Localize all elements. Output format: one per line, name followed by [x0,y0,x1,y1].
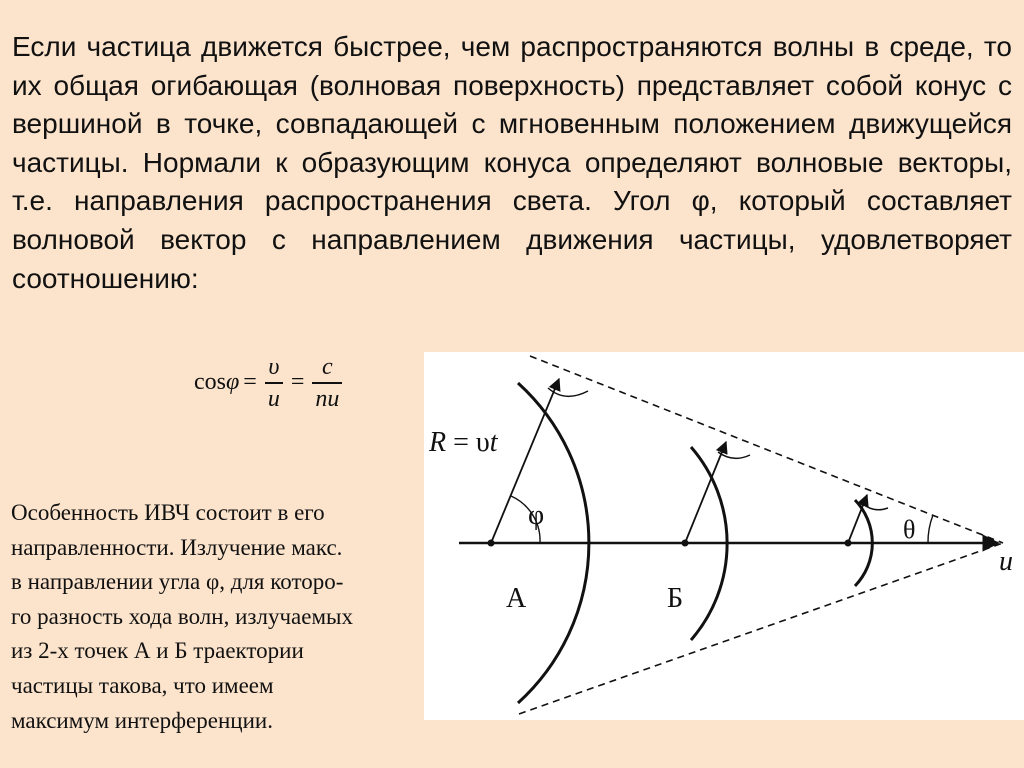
cos-phi-formula [194,352,346,414]
radius-label-t: t [489,427,498,458]
formula-equals-2: = [290,369,305,396]
fraction-2-numerator: c [322,354,333,380]
phi-label: φ [528,500,545,531]
radius-label-eq: = υ [446,427,490,458]
formula-fraction-2 [312,352,342,414]
formula-equals-1: = [243,369,257,396]
note-line: из 2-х точек А и Б траектории [11,638,304,664]
theta-label: θ [903,515,916,544]
radius-label [428,427,499,458]
note-line: максимум интерференции. [11,707,273,733]
fraction-2-denominator: nu [315,385,340,412]
formula-fraction-1 [265,352,283,414]
note-line: в направлении угла φ, для которо- [11,569,344,595]
point-a-label: А [506,583,527,614]
fraction-1-denominator: u [267,385,280,412]
note-line: направленности. Излучение макс. [11,534,343,560]
note-line: го разность хода волн, излучаемых [11,603,353,629]
main-paragraph: Если частица движется быстрее, чем распространяются волны в среде, то их общая огибающая (волновая поверхность) представляет собой конус с вершиной в точке, совпадающей с мгновенным положением движущейся частицы. Нормали к образующим конуса определяют волновые векторы, т.е. направления распространения света. Угол φ, который составляет волновой вектор с направлением движения частицы, удовлетворяет соотношению: [12,31,1012,294]
diagram-background [424,352,1024,720]
fraction-1-numerator: υ [268,354,280,380]
note-line: частицы такова, что имеем [11,672,274,698]
note-line: Особенность ИВЧ состоит в его [11,500,325,525]
formula-func: cos [194,369,226,396]
formula-angle: φ [226,369,240,396]
radius-label-r: R [429,427,447,458]
velocity-label: u [999,546,1013,577]
ivch-note [11,496,431,738]
cherenkov-cone-diagram [424,352,1024,720]
point-b-label: Б [667,583,684,614]
